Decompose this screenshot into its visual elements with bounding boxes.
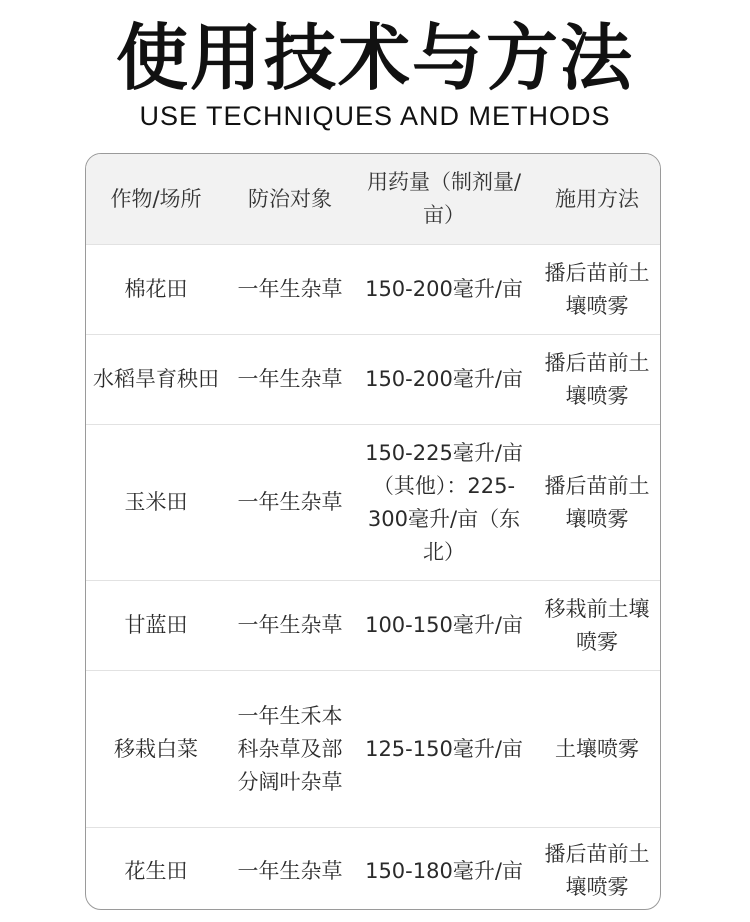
table-row	[86, 245, 660, 335]
dosage-cell: 125-150毫升/亩	[365, 736, 523, 761]
target-cell: 一年生禾本科杂草及部分阔叶杂草	[237, 703, 343, 794]
target-cell: 一年生杂草	[237, 367, 343, 391]
target-cell: 一年生杂草	[237, 613, 343, 637]
dosage-cell: 100-150毫升/亩	[365, 613, 523, 637]
dosage-cell: 150-225毫升/亩（其他）：225-300毫升/亩（东北）	[365, 440, 523, 564]
method-cell: 播后苗前土壤喷雾	[544, 473, 650, 531]
usage-table	[85, 153, 661, 910]
header-dosage: 用药量（制剂量/亩）	[366, 170, 522, 227]
method-cell: 播后苗前土壤喷雾	[544, 842, 650, 899]
target-cell: 一年生杂草	[237, 490, 343, 514]
table-row	[86, 828, 660, 910]
target-cell: 一年生杂草	[237, 858, 343, 883]
table-row	[86, 581, 660, 671]
method-cell: 土壤喷雾	[555, 736, 639, 761]
header-target: 防治对象	[248, 186, 332, 211]
header-crop: 作物/场所	[110, 186, 202, 211]
dosage-cell: 150-200毫升/亩	[365, 277, 523, 301]
table-row	[86, 335, 660, 425]
crop-cell: 水稻旱育秧田	[93, 367, 219, 391]
header-method: 施用方法	[555, 186, 639, 211]
table-header-row	[86, 154, 660, 245]
page-subtitle: USE TECHNIQUES AND METHODS	[139, 101, 611, 131]
crop-cell: 甘蓝田	[124, 613, 188, 637]
method-cell: 播后苗前土壤喷雾	[544, 350, 650, 408]
crop-cell: 棉花田	[124, 277, 188, 301]
table-row	[86, 671, 660, 828]
crop-cell: 花生田	[124, 858, 188, 883]
crop-cell: 移栽白菜	[114, 736, 198, 761]
dosage-cell: 150-180毫升/亩	[365, 858, 523, 883]
method-cell: 播后苗前土壤喷雾	[544, 260, 650, 318]
crop-cell: 玉米田	[124, 490, 188, 514]
table-row	[86, 425, 660, 581]
dosage-cell: 150-200毫升/亩	[365, 367, 523, 391]
target-cell: 一年生杂草	[237, 277, 343, 301]
page-title: 使用技术与方法	[115, 16, 634, 100]
method-cell: 移栽前土壤喷雾	[544, 596, 650, 654]
